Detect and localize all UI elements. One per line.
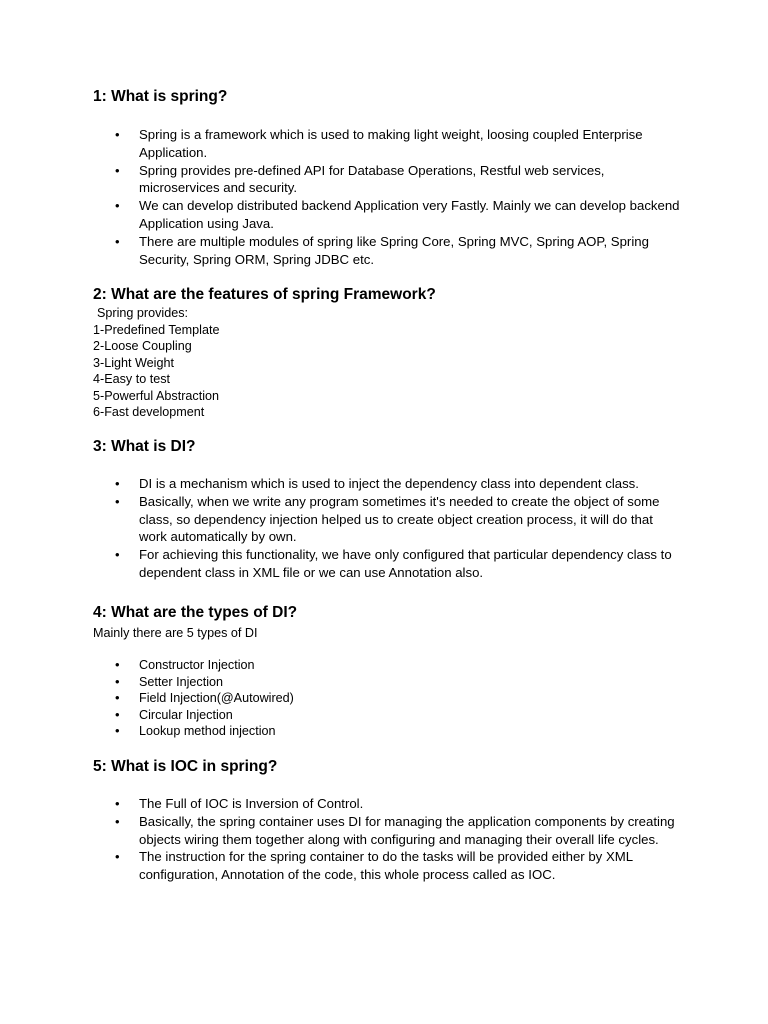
section-4-bullet-list <box>93 657 683 740</box>
section-5-bullet-list <box>93 795 683 884</box>
list-item: • Basically, when we write any program sometimes it's needed to create the object of some class, so dependency injection helped us to create object creation process, it will do that work automatically by own. <box>115 493 660 545</box>
bullet-icon: • <box>115 706 120 722</box>
bullet-icon: • <box>115 476 120 491</box>
list-item: 1-Predefined Template <box>93 323 220 337</box>
bullet-icon: • <box>115 796 120 811</box>
list-item: 2-Loose Coupling <box>93 339 192 354</box>
list-item: • Constructor Injection <box>115 657 255 672</box>
list-item: 6-Fast development <box>93 405 205 420</box>
list-item: • Spring provides pre-defined API for Database Operations, Restful web services, microservices and security. <box>115 162 605 196</box>
section-4-heading: 4: What are the types of DI? <box>93 604 298 621</box>
bullet-icon: • <box>115 673 120 689</box>
section-4-intro: Mainly there are 5 types of DI <box>93 626 258 640</box>
bullet-icon: • <box>115 162 120 178</box>
list-item: • Setter Injection <box>115 673 224 689</box>
bullet-icon: • <box>115 493 120 509</box>
list-item: 3-Light Weight <box>93 355 174 370</box>
bullet-icon: • <box>115 690 120 706</box>
list-item: • The instruction for the spring container to do the tasks will be provided either by XML configuration, Annotation of the code, this whole process called as IOC. <box>115 849 633 883</box>
list-item: • DI is a mechanism which is used to inject the dependency class into dependent class. <box>115 476 639 491</box>
section-1-bullet-list <box>93 126 683 268</box>
list-item: 4-Easy to test <box>93 372 170 387</box>
bullet-icon: • <box>115 198 120 214</box>
section-2-heading: 2: What are the features of spring Framework? <box>93 286 436 303</box>
section-2-intro: Spring provides: <box>97 306 189 320</box>
list-item: 5-Powerful Abstraction <box>93 388 219 403</box>
list-item: • The Full of IOC is Inversion of Control. <box>115 796 364 811</box>
list-item: • Spring is a framework which is used to making light weight, loosing coupled Enterprise Application. <box>115 127 643 160</box>
list-item: • There are multiple modules of spring like Spring Core, Spring MVC, Spring AOP, Spring Security, Spring ORM, Spring JDBC etc. <box>115 233 649 267</box>
bullet-icon: • <box>115 233 120 249</box>
section-3-bullet-list <box>93 475 683 582</box>
list-item: • Lookup method injection <box>115 723 276 739</box>
section-2-feature-list <box>93 322 219 420</box>
bullet-icon: • <box>115 813 120 829</box>
section-5-heading: 5: What is IOC in spring? <box>93 758 278 775</box>
list-item: • Basically, the spring container uses DI for managing the application components by creating objects wiring them together along with configuring and managing their overall life cycles. <box>115 813 675 847</box>
bullet-icon: • <box>115 723 120 739</box>
bullet-icon: • <box>115 849 120 865</box>
list-item: • For achieving this functionality, we have only configured that particular dependency class to dependent class in XML file or we can use Annotation also. <box>115 547 672 580</box>
bullet-icon: • <box>115 657 120 672</box>
list-item: • We can develop distributed backend Application very Fastly. Mainly we can develop backend Application using Java. <box>115 198 680 231</box>
list-item: • Field Injection(@Autowired) <box>115 690 294 706</box>
section-3-heading: 3: What is DI? <box>93 438 196 455</box>
section-1-heading: 1: What is spring? <box>93 88 228 105</box>
list-item: • Circular Injection <box>115 706 233 722</box>
bullet-icon: • <box>115 547 120 563</box>
bullet-icon: • <box>115 127 120 142</box>
